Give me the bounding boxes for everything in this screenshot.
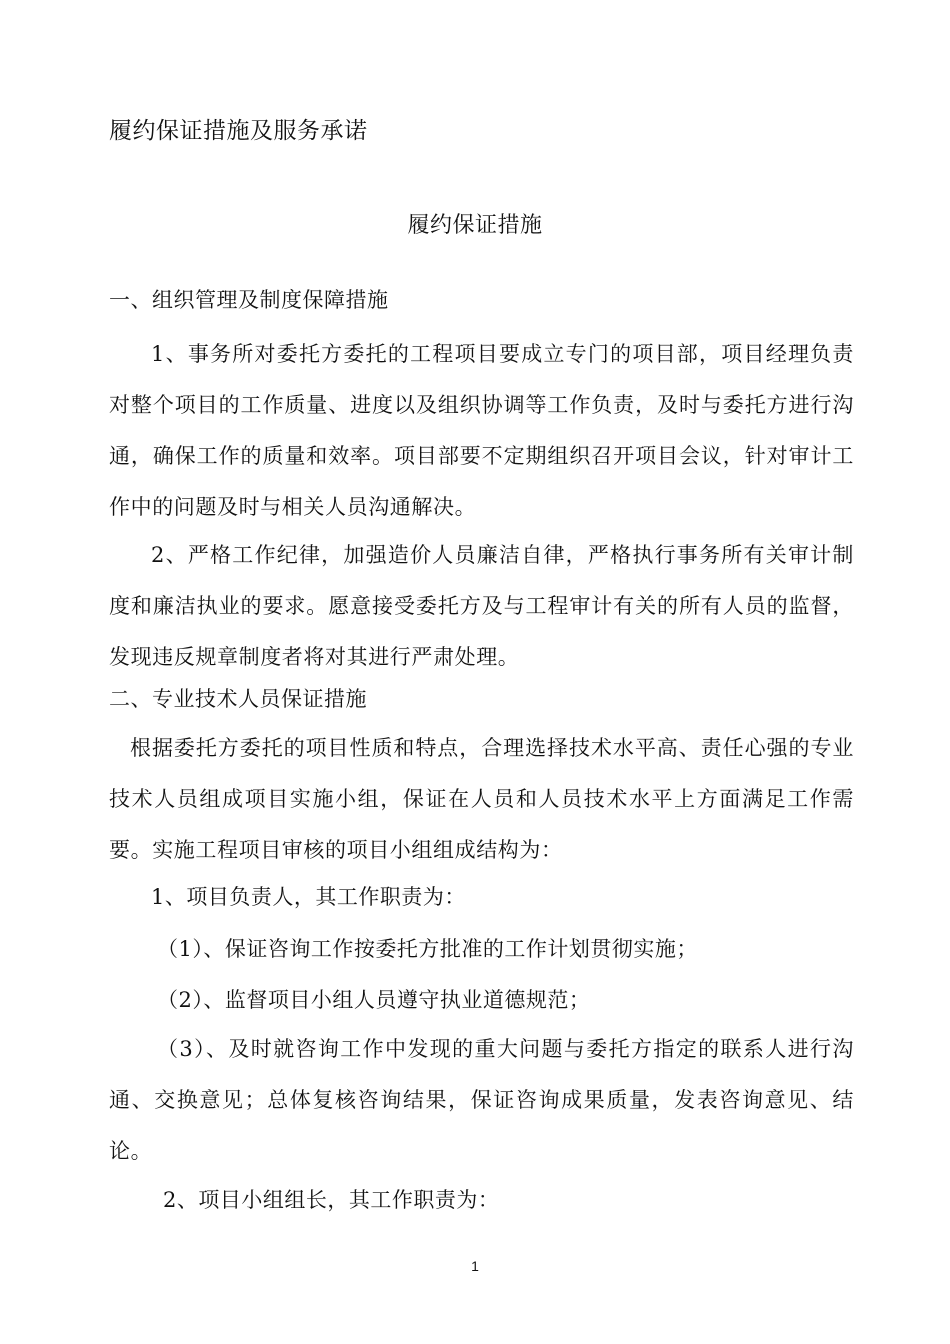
heading-organization: 一、组织管理及制度保障措施 [109, 288, 389, 312]
item-project-leader: 1、项目负责人，其工作职责为： [151, 885, 466, 909]
paragraph-project-department: 1、事务所对委托方委托的工程项目要成立专门的项目部，项目经理负责对整个项目的工作质量、进度以及组织协调等工作负责，及时与委托方进行沟通，确保工作的质量和效率。项目部要不定期组织召开项目会议，针对审计工作中的问题及时与相关人员沟通解决。 [109, 342, 854, 519]
sub-item-2: （2）、监督项目小组人员遵守执业道德规范； [157, 988, 591, 1012]
sub-item-1: （1）、保证咨询工作按委托方批准的工作计划贯彻实施； [157, 937, 698, 961]
paragraph-work-discipline: 2、严格工作纪律，加强造价人员廉洁自律，严格执行事务所有关审计制度和廉洁执业的要求。愿意接受委托方及与工程审计有关的所有人员的监督，发现违反规章制度者将对其进行严肃处理。 [109, 543, 854, 669]
heading-technical-staff: 二、专业技术人员保证措施 [109, 687, 367, 711]
item-group-leader: 2、项目小组组长，其工作职责为： [163, 1188, 500, 1212]
document-title: 履约保证措施及服务承诺 [109, 118, 368, 144]
page-number: 1 [471, 1258, 479, 1274]
sub-item-3: （3）、及时就咨询工作中发现的重大问题与委托方指定的联系人进行沟通、交换意见；总体复核咨询结果，保证咨询成果质量，发表咨询意见、结论。 [109, 1037, 854, 1163]
section-title: 履约保证措施 [407, 213, 543, 238]
paragraph-staff-selection: 根据委托方委托的项目性质和特点，合理选择技术水平高、责任心强的专业技术人员组成项目实施小组，保证在人员和人员技术水平上方面满足工作需要。实施工程项目审核的项目小组组成结构为： [109, 736, 854, 862]
